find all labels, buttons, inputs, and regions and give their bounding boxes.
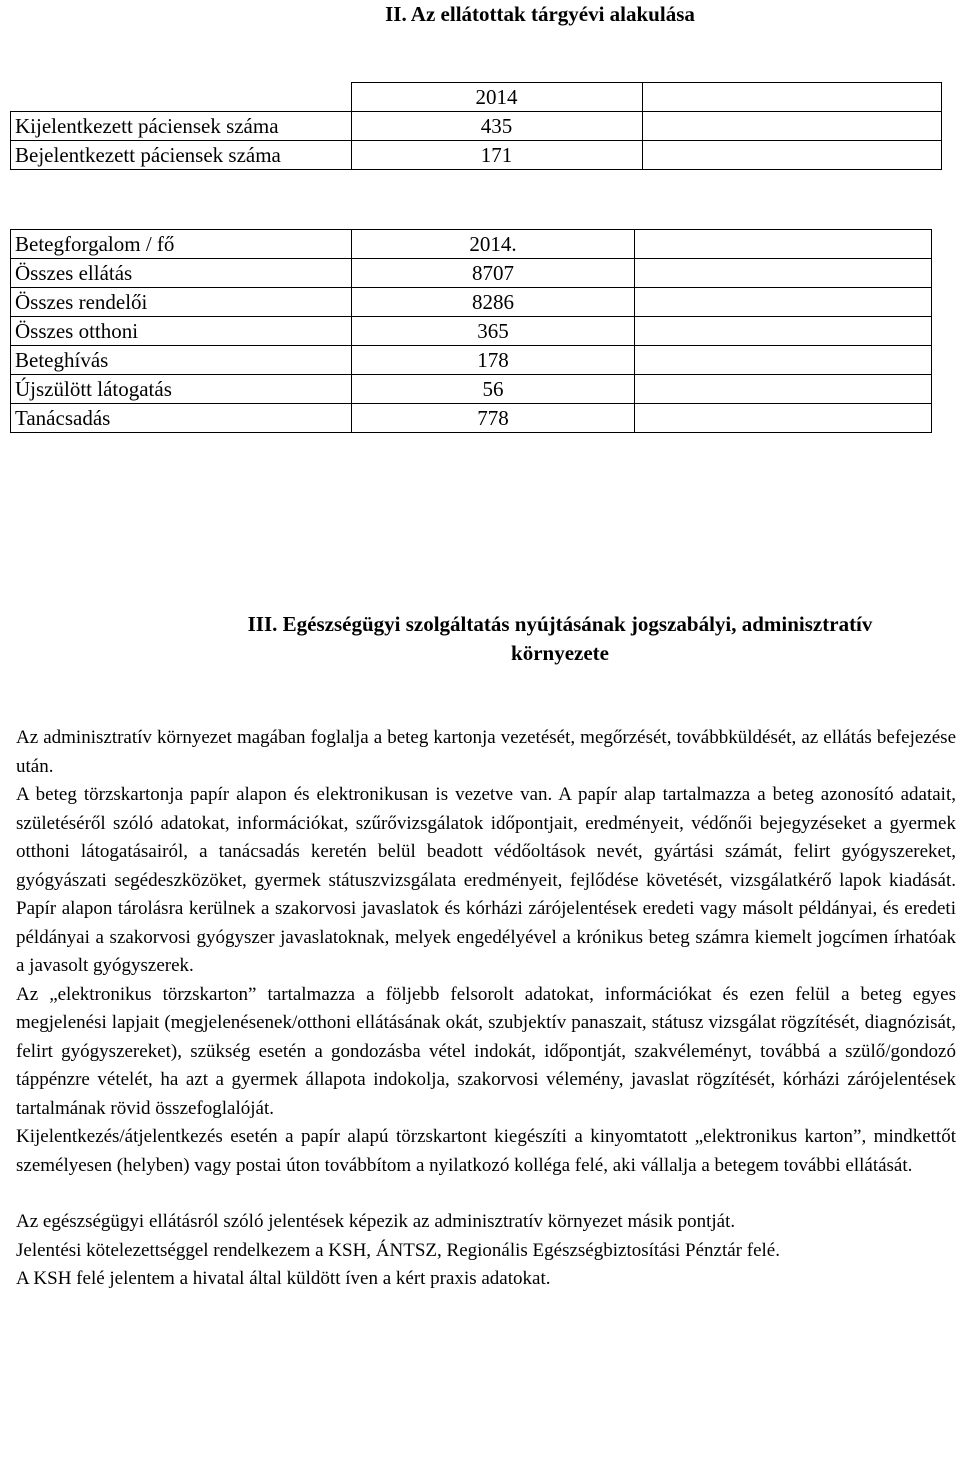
table-cell-empty [635, 259, 932, 288]
table-row-value: 171 [351, 141, 642, 170]
table-row-value: 8286 [352, 288, 635, 317]
section-2-title: II. Az ellátottak tárgyévi alakulása [385, 2, 695, 26]
table-row-value: 56 [352, 375, 635, 404]
table-row [11, 375, 932, 404]
table-row-label: Bejelentkezett páciensek száma [11, 141, 352, 170]
table-header-year: 2014. [352, 230, 635, 259]
table-cell-empty [11, 83, 352, 112]
table-row-value: 365 [352, 317, 635, 346]
table-cell-empty [642, 83, 942, 112]
table-row [11, 112, 942, 141]
table-row-label: Beteghívás [11, 346, 352, 375]
paragraph-gap [16, 1180, 956, 1208]
table-row [11, 317, 932, 346]
table-row [11, 288, 932, 317]
patient-traffic-table [10, 229, 932, 433]
paragraph: A KSH felé jelentem a hivatal által küldött íven a kért praxis adatokat. [16, 1268, 551, 1289]
paragraph: A beteg törzskartonja papír alapon és elektronikusan is vezetve van. A papír alap tartalmazza a beteg azonosító adatait, születéséről szóló adatokat, információkat, szűrővizsgálatok időpontjait, eredményeit, védőnői bejegyzéseket a gyermek otthoni látogatásairól, a tanácsadás keretén belül beadott védőoltások nevét, gyártási számát, felirt gyógyszereket, gyógyászati segédeszközöket, gyermek státuszvizsgálata eredményeit, fejlődése követését, vizsgálatkérő lapok kiadását. Papír alapon tárolásra kerülnek a szakorvosi javaslatok és kórházi zárójelentések eredeti vagy másolt példányai, és eredeti példányai a szakorvosi gyógyszer javaslatoknak, melyek engedélyével a krónikus beteg számra kiemelt jogcímen írhatóak a javasolt gyógyszerek. [16, 784, 956, 976]
table-row-value: 778 [352, 404, 635, 433]
table-cell-empty [642, 141, 942, 170]
table-row-value: 8707 [352, 259, 635, 288]
table-row-label: Összes otthoni [11, 317, 352, 346]
table-cell-empty [635, 317, 932, 346]
table-row-label: Összes ellátás [11, 259, 352, 288]
patient-count-table [10, 82, 942, 170]
table-cell-empty [642, 112, 942, 141]
table-row-label: Összes rendelői [11, 288, 352, 317]
section-3-title [210, 610, 910, 668]
table-row-label: Kijelentkezett páciensek száma [11, 112, 352, 141]
table-row-value: 178 [352, 346, 635, 375]
section-3-title-line-2: környezete [511, 641, 609, 665]
table-row-value: 435 [351, 112, 642, 141]
section-3-title-line-1: III. Egészségügyi szolgáltatás nyújtásának jogszabályi, adminisztratív [247, 612, 873, 636]
table-row-label: Tanácsadás [11, 404, 352, 433]
paragraph: Az „elektronikus törzskarton” tartalmazza a följebb felsorolt adatokat, információkat és ezen felül a beteg egyes megjelenési lapjait (megjelenésenek/otthoni ellátásának okát, szubjektív panaszait, státusz vizsgálat rögzítését, diagnózisát, felirt gyógyszereket), szükség esetén a gondozásba vétel indokát, időpontját, szakvéleményt, továbbá a szülő/gondozó táppénzre vételét, ha azt a gyermek állapota indokolja, szakorvosi vélemény, javaslat rögzítését, kórházi zárójelentések tartalmának rövid összefoglalóját. [16, 983, 956, 1119]
table-header-label: Betegforgalom / fő [11, 230, 352, 259]
table-row-label: Újszülött látogatás [11, 375, 352, 404]
table-row [11, 230, 932, 259]
table-cell-empty [635, 288, 932, 317]
table-row [11, 141, 942, 170]
table-row [11, 404, 932, 433]
table-header-year: 2014 [351, 83, 642, 112]
table-cell-empty [635, 230, 932, 259]
table-cell-empty [635, 404, 932, 433]
table-row [11, 259, 932, 288]
paragraph: Jelentési kötelezettséggel rendelkezem a KSH, ÁNTSZ, Regionális Egészségbiztosítási Pénztár felé. [16, 1239, 780, 1261]
table-row [11, 346, 932, 375]
table-cell-empty [635, 375, 932, 404]
section-3-body [16, 724, 956, 1294]
paragraph: Az adminisztratív környezet magában foglalja a beteg kartonja vezetését, megőrzését, továbbküldését, az ellátás befejezése után. [16, 727, 956, 777]
table-cell-empty [635, 346, 932, 375]
paragraph: Az egészségügyi ellátásról szóló jelentések képezik az adminisztratív környezet másik pontját. [16, 1211, 736, 1232]
table-row [11, 83, 942, 112]
paragraph: Kijelentkezés/átjelentkezés esetén a papír alapú törzskartont kiegészíti a kinyomtatott „elektronikus karton”, mindkettőt személyesen (helyben) vagy postai úton továbbítom a nyilatkozó kolléga felé, aki vállalja a betegem további ellátását. [16, 1126, 956, 1176]
